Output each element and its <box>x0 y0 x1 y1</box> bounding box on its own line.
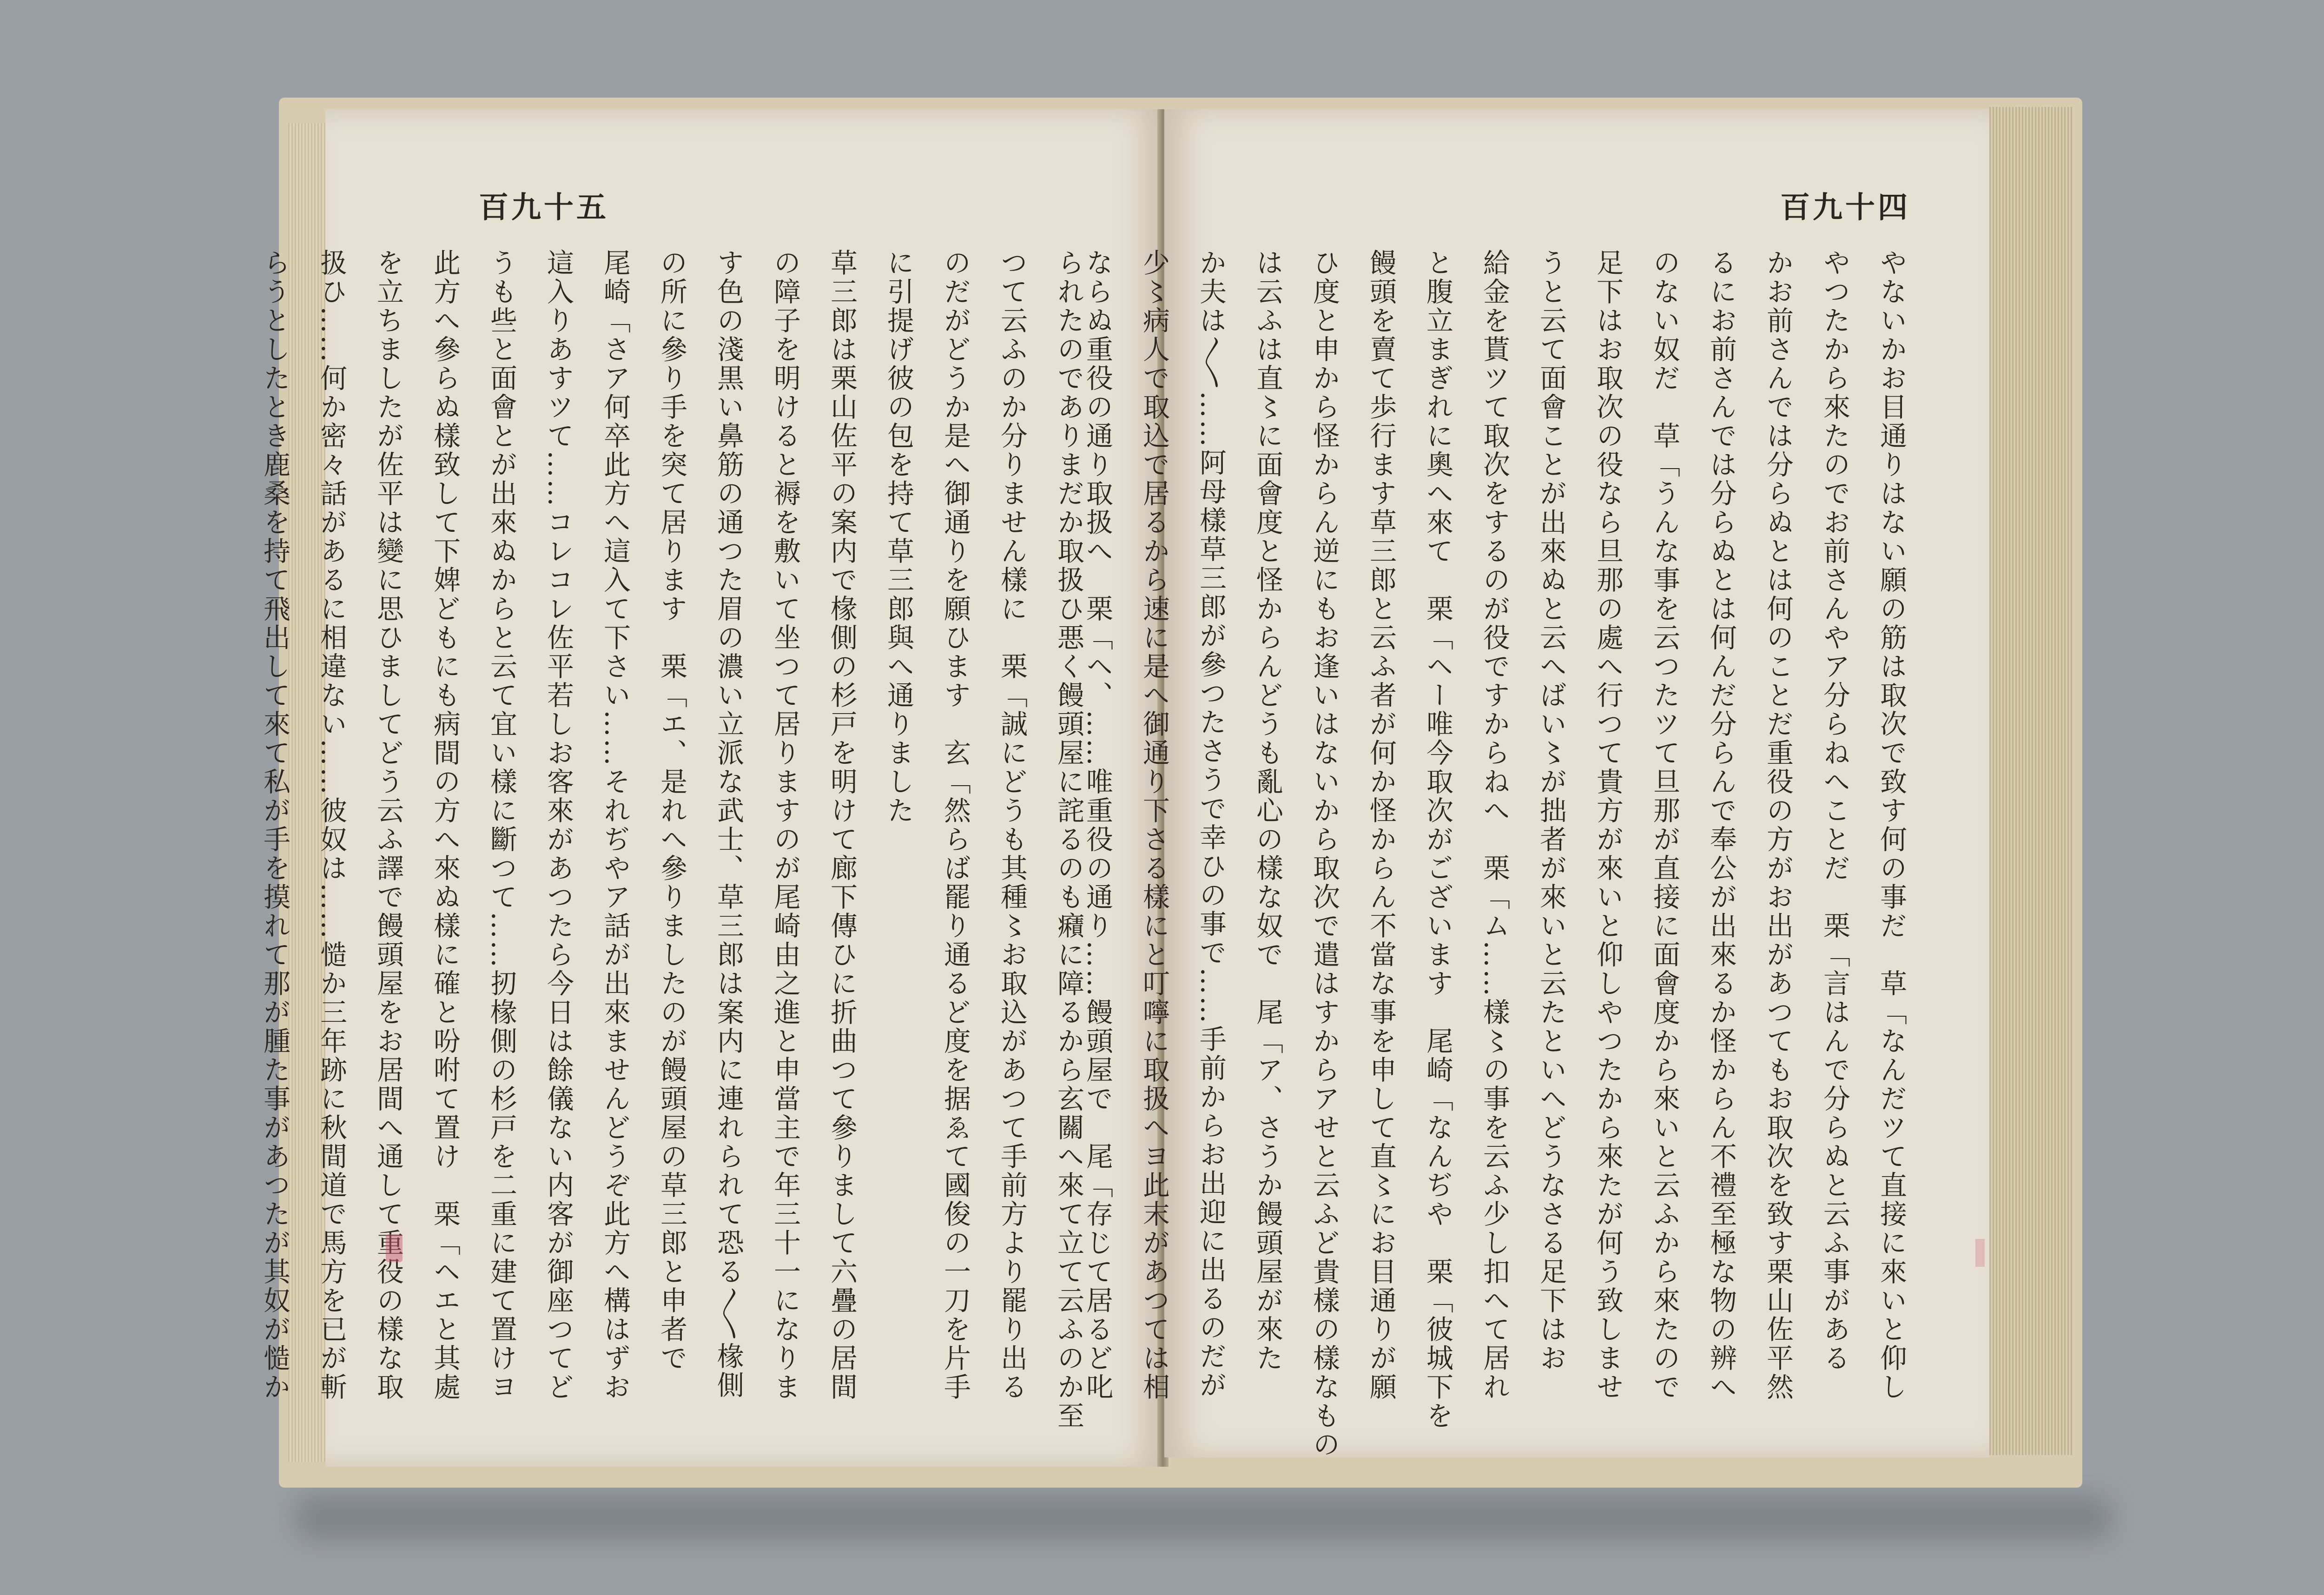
left-page-number: 百九十五 <box>479 190 609 225</box>
text-column: 草三郎は栗山佐平の案内で椽側の杉戸を明けて廊下傳ひに折曲つて參りまして六疊の居間 <box>826 249 858 1402</box>
text-column: の所に參り手を突て居ります 栗「エ、是れへ參りましたのが饅頭屋の草三郎と申者で <box>656 249 687 1373</box>
text-column: のない奴だ 草「うんな事を云つたツて旦那が直接に面會度から來いと云ふから來たので <box>1649 249 1680 1402</box>
book-shadow <box>297 1497 2110 1539</box>
text-column: 尾崎「さア何卒此方へ這入て下さい……それぢやア話が出來ませんどうぞ此方へ構はずお <box>599 249 631 1402</box>
text-column: のだがどうか是へ御通りを願ひます 玄「然らば罷り通るど度を据ゑて國俊の一刀を片手 <box>939 249 971 1402</box>
text-column: 足下はお取次の役なら旦那の處へ行つて貴方が來いと仰しやつたから來たが何う致しませ <box>1592 249 1624 1402</box>
text-column: を立ちましたが佐平は變に思ひましてどう云ふ譯で饅頭屋をお居間へ通して重役の樣な取 <box>372 249 404 1402</box>
text-column: 給金を貰ツて取次をするのが役ですからねへ 栗「ム……樣〻の事を云ふ少し扣へて居れ <box>1479 249 1510 1402</box>
text-column: うと云て面會ことが出來ぬと云へばい〻が拙者が來いと云たといへどうなさる足下はお <box>1535 249 1567 1373</box>
text-column: うも些と面會とが出來ぬからと云て宜い樣に斷つて……扨椽側の杉戸を二重に建て置けヨ <box>486 249 517 1402</box>
text-column: るにお前さんでは分らぬとは何んだ分らんで奉公が出來るか怪からん不禮至極な物の辨へ <box>1705 249 1737 1402</box>
text-column: は云ふは直〻に面會度と怪からんどうも亂心の樣な奴で 尾「ア、さうか饅頭屋が來た <box>1252 249 1283 1373</box>
text-column: ならぬ重役の通り取扱へ 栗「ヘ、……唯重役の通り……饅頭屋で 尾「存じて居るど叱 <box>1082 249 1113 1402</box>
text-column: す色の淺黒い鼻筋の通つた眉の濃い立派な武士、草三郎は案内に連れられて恐る〳〵椽側 <box>713 249 744 1400</box>
right-page-text <box>1082 249 1920 1459</box>
text-column: 少〻病人で取込で居るから速に是へ御通り下さる樣にと叮嚀に取扱へヨ此末があつては相 <box>1138 249 1170 1402</box>
text-column: 此方へ參らぬ樣致して下婢どもにも病間の方へ來ぬ樣に確と吩咐て置け 栗「ヘエと其處 <box>429 249 461 1402</box>
text-column: かお前さんでは分らぬとは何のことだ重役の方がお出があつてもお取次を致す栗山佐平然 <box>1762 249 1794 1402</box>
right-page-edges <box>1989 107 2073 1455</box>
text-column: つて云ふのか分りません樣に 栗「誠にどうも其種〻お取込があつて手前方より罷り出る <box>996 249 1028 1402</box>
left-page <box>259 109 1162 1467</box>
text-column: か夫は〳〵……阿母樣草三郎が參つたさうで幸ひの事で……手前からお出迎に出るのだが <box>1195 249 1227 1400</box>
text-column: やないかお目通りはない願の筋は取次で致す何の事だ 草「なんだツて直接に來いと仰し <box>1875 249 1907 1402</box>
text-column: 扱ひ……何か密々話があるに相違ない……彼奴は……慥か三年跡に秋間道で馬方を已が斬 <box>316 249 347 1402</box>
text-column: られたのでありまだか取扱ひ悪く饅頭屋に詫るのも癪に障るから玄關へ來て立て云ふのか至 <box>1053 249 1084 1430</box>
text-column: 饅頭を賣て歩行ます草三郎と云ふ者が何か怪からん不當な事を申して直〻にお目通りが願 <box>1365 249 1397 1402</box>
text-column: 這入りあすツて……コレコレ佐平若しお客來があつたら今日は餘儀ない内客が御座つてど <box>542 249 574 1402</box>
text-column: やつたから來たのでお前さんやア分らねへことだ 栗「言はんで分らぬと云ふ事がある <box>1819 249 1850 1373</box>
left-page-text <box>259 249 1097 1430</box>
page-stain <box>1975 1239 1985 1267</box>
text-column: らうとしたとき鹿桑を持て飛出して來て私が手を摸れて那が腫た事があつたが其奴が慥か <box>259 249 290 1402</box>
text-column: ひ度と申から怪からん逆にもお逢いはないから取次で遣はすからアせと云ふど貴樣の樣なもの <box>1308 249 1340 1459</box>
text-column: と腹立まぎれに奧へ來て 栗「ヘー唯今取次がございます 尾崎「なんぢや 栗「彼城下を <box>1422 249 1453 1430</box>
right-page-number: 百九十四 <box>1780 190 1910 225</box>
text-column: に引提げ彼の包を持て草三郎與へ通りました <box>883 249 914 825</box>
page-stain <box>386 1234 403 1262</box>
text-column: の障子を明けると褥を敷いて坐つて居りますのが尾崎由之進と申當主で年三十一になりま <box>769 249 801 1402</box>
open-book <box>259 98 2082 1488</box>
right-page <box>1082 109 1989 1459</box>
